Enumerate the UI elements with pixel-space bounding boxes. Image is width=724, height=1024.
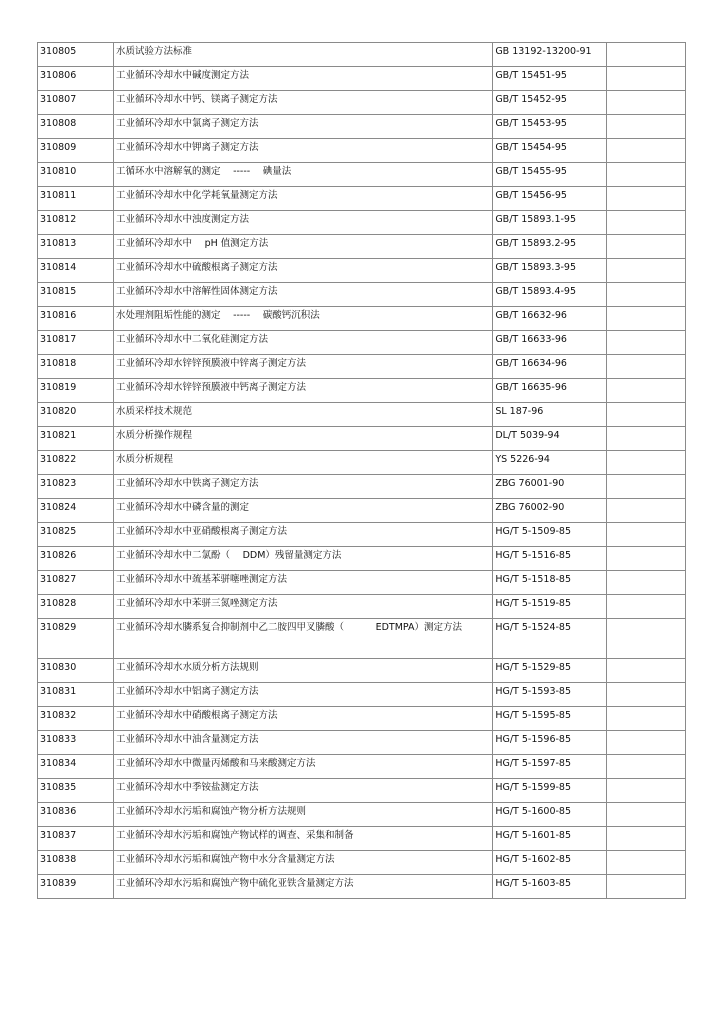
row-name-cell: 工业循环冷却水膦系复合抑制剂中乙二胺四甲叉膦酸（ EDTMPA）测定方法	[114, 619, 493, 659]
row-name-cell: 工业循环冷却水中亚硝酸根离子测定方法	[114, 523, 493, 547]
row-blank-cell	[606, 731, 685, 755]
row-standard-cell: GB/T 15455-95	[493, 163, 607, 187]
row-name-cell: 工循环水中溶解氧的测定 ----- 碘量法	[114, 163, 493, 187]
row-name-cell: 工业循环冷却水中铁离子测定方法	[114, 475, 493, 499]
row-name-cell: 工业循环冷却水污垢和腐蚀产物中硫化亚铁含量测定方法	[114, 875, 493, 899]
row-standard-cell: HG/T 5-1593-85	[493, 683, 607, 707]
row-standard-cell: HG/T 5-1509-85	[493, 523, 607, 547]
row-blank-cell	[606, 67, 685, 91]
table-row	[38, 683, 686, 707]
table-row	[38, 499, 686, 523]
table-row	[38, 451, 686, 475]
standards-table-body	[38, 43, 686, 899]
row-standard-cell: GB/T 16633-96	[493, 331, 607, 355]
table-row	[38, 115, 686, 139]
table-row	[38, 571, 686, 595]
row-name-cell: 工业循环冷却水中铝离子测定方法	[114, 683, 493, 707]
row-name-cell: 工业循环冷却水水质分析方法规则	[114, 659, 493, 683]
row-name-cell: 工业循环冷却水中硝酸根离子测定方法	[114, 707, 493, 731]
row-blank-cell	[606, 475, 685, 499]
row-blank-cell	[606, 619, 685, 659]
row-standard-cell: GB/T 15893.3-95	[493, 259, 607, 283]
row-name-cell: 工业循环冷却水中二氧化硅测定方法	[114, 331, 493, 355]
row-blank-cell	[606, 875, 685, 899]
row-code-cell: 310812	[38, 211, 114, 235]
row-blank-cell	[606, 259, 685, 283]
row-name-cell: 工业循环冷却水中磷含量的测定	[114, 499, 493, 523]
row-name-cell: 工业循环冷却水中二氯酚（ DDM）残留量测定方法	[114, 547, 493, 571]
row-standard-cell: HG/T 5-1601-85	[493, 827, 607, 851]
row-standard-cell: HG/T 5-1596-85	[493, 731, 607, 755]
table-row	[38, 211, 686, 235]
row-blank-cell	[606, 331, 685, 355]
row-code-cell: 310817	[38, 331, 114, 355]
row-code-cell: 310807	[38, 91, 114, 115]
row-name-cell: 水质分析操作规程	[114, 427, 493, 451]
row-standard-cell: ZBG 76002-90	[493, 499, 607, 523]
row-name-cell: 工业循环冷却水中化学耗氧量测定方法	[114, 187, 493, 211]
row-code-cell: 310829	[38, 619, 114, 659]
table-row	[38, 235, 686, 259]
row-blank-cell	[606, 851, 685, 875]
row-standard-cell: HG/T 5-1524-85	[493, 619, 607, 659]
row-code-cell: 310811	[38, 187, 114, 211]
table-row	[38, 523, 686, 547]
row-standard-cell: HG/T 5-1603-85	[493, 875, 607, 899]
row-name-cell: 工业循环冷却水中硫酸根离子测定方法	[114, 259, 493, 283]
row-name-cell: 工业循环冷却水中微量丙烯酸和马来酸测定方法	[114, 755, 493, 779]
row-blank-cell	[606, 43, 685, 67]
table-row	[38, 427, 686, 451]
row-blank-cell	[606, 499, 685, 523]
row-code-cell: 310837	[38, 827, 114, 851]
row-name-cell: 工业循环冷却水中钾离子测定方法	[114, 139, 493, 163]
row-blank-cell	[606, 547, 685, 571]
row-standard-cell: HG/T 5-1516-85	[493, 547, 607, 571]
row-blank-cell	[606, 803, 685, 827]
row-name-cell: 工业循环冷却水中钙、镁离子测定方法	[114, 91, 493, 115]
table-row	[38, 707, 686, 731]
row-blank-cell	[606, 307, 685, 331]
row-code-cell: 310833	[38, 731, 114, 755]
table-row	[38, 67, 686, 91]
row-code-cell: 310819	[38, 379, 114, 403]
row-standard-cell: GB 13192-13200-91	[493, 43, 607, 67]
row-standard-cell: HG/T 5-1529-85	[493, 659, 607, 683]
row-standard-cell: GB/T 16634-96	[493, 355, 607, 379]
row-code-cell: 310810	[38, 163, 114, 187]
row-code-cell: 310834	[38, 755, 114, 779]
row-code-cell: 310826	[38, 547, 114, 571]
table-row	[38, 259, 686, 283]
row-standard-cell: HG/T 5-1602-85	[493, 851, 607, 875]
table-row	[38, 779, 686, 803]
row-name-cell: 工业循环冷却水中氯离子测定方法	[114, 115, 493, 139]
row-blank-cell	[606, 403, 685, 427]
row-standard-cell: GB/T 15451-95	[493, 67, 607, 91]
row-standard-cell: HG/T 5-1597-85	[493, 755, 607, 779]
table-row	[38, 403, 686, 427]
row-blank-cell	[606, 827, 685, 851]
table-row	[38, 91, 686, 115]
row-standard-cell: HG/T 5-1599-85	[493, 779, 607, 803]
row-name-cell: 工业循环冷却水中苯骈三氮唑测定方法	[114, 595, 493, 619]
row-standard-cell: HG/T 5-1518-85	[493, 571, 607, 595]
row-blank-cell	[606, 523, 685, 547]
row-name-cell: 水质试验方法标准	[114, 43, 493, 67]
row-name-cell: 工业循环冷却水中油含量测定方法	[114, 731, 493, 755]
table-row	[38, 139, 686, 163]
row-name-cell: 工业循环冷却水中碱度测定方法	[114, 67, 493, 91]
table-row	[38, 547, 686, 571]
row-code-cell: 310839	[38, 875, 114, 899]
row-standard-cell: GB/T 15456-95	[493, 187, 607, 211]
row-blank-cell	[606, 211, 685, 235]
row-code-cell: 310813	[38, 235, 114, 259]
row-name-cell: 水质分析规程	[114, 451, 493, 475]
row-name-cell: 工业循环冷却水污垢和腐蚀产物试样的调查、采集和制备	[114, 827, 493, 851]
table-row	[38, 331, 686, 355]
row-standard-cell: ZBG 76001-90	[493, 475, 607, 499]
row-code-cell: 310830	[38, 659, 114, 683]
row-name-cell: 工业循环冷却水锌锌预膜液中钙离子测定方法	[114, 379, 493, 403]
row-blank-cell	[606, 163, 685, 187]
table-row	[38, 595, 686, 619]
row-standard-cell: GB/T 16632-96	[493, 307, 607, 331]
row-name-cell: 水质采样技术规范	[114, 403, 493, 427]
row-standard-cell: DL/T 5039-94	[493, 427, 607, 451]
standards-table-sheet	[37, 42, 686, 899]
row-name-cell: 工业循环冷却水污垢和腐蚀产物中水分含量测定方法	[114, 851, 493, 875]
row-code-cell: 310808	[38, 115, 114, 139]
row-standard-cell: GB/T 15893.1-95	[493, 211, 607, 235]
row-code-cell: 310836	[38, 803, 114, 827]
row-name-cell: 工业循环冷却水中季铵盐测定方法	[114, 779, 493, 803]
row-code-cell: 310805	[38, 43, 114, 67]
table-row	[38, 659, 686, 683]
table-row	[38, 731, 686, 755]
table-row	[38, 475, 686, 499]
row-blank-cell	[606, 683, 685, 707]
row-blank-cell	[606, 571, 685, 595]
table-row	[38, 851, 686, 875]
row-blank-cell	[606, 355, 685, 379]
row-standard-cell: SL 187-96	[493, 403, 607, 427]
row-code-cell: 310824	[38, 499, 114, 523]
row-blank-cell	[606, 779, 685, 803]
row-name-cell: 工业循环冷却水污垢和腐蚀产物分析方法规则	[114, 803, 493, 827]
row-blank-cell	[606, 235, 685, 259]
row-blank-cell	[606, 115, 685, 139]
table-row	[38, 283, 686, 307]
row-code-cell: 310835	[38, 779, 114, 803]
row-standard-cell: HG/T 5-1519-85	[493, 595, 607, 619]
row-standard-cell: GB/T 16635-96	[493, 379, 607, 403]
row-standard-cell: GB/T 15452-95	[493, 91, 607, 115]
table-row	[38, 355, 686, 379]
row-standard-cell: HG/T 5-1600-85	[493, 803, 607, 827]
row-code-cell: 310828	[38, 595, 114, 619]
row-standard-cell: GB/T 15893.2-95	[493, 235, 607, 259]
row-code-cell: 310838	[38, 851, 114, 875]
table-row	[38, 187, 686, 211]
row-blank-cell	[606, 139, 685, 163]
row-blank-cell	[606, 659, 685, 683]
table-row	[38, 163, 686, 187]
row-blank-cell	[606, 379, 685, 403]
table-row	[38, 619, 686, 659]
row-blank-cell	[606, 755, 685, 779]
table-row	[38, 803, 686, 827]
table-row	[38, 755, 686, 779]
row-name-cell: 工业循环冷却水中 pH 值测定方法	[114, 235, 493, 259]
row-code-cell: 310825	[38, 523, 114, 547]
row-code-cell: 310820	[38, 403, 114, 427]
row-code-cell: 310822	[38, 451, 114, 475]
row-blank-cell	[606, 427, 685, 451]
table-row	[38, 827, 686, 851]
row-code-cell: 310806	[38, 67, 114, 91]
row-name-cell: 工业循环冷却水锌锌预膜液中锌离子测定方法	[114, 355, 493, 379]
row-code-cell: 310815	[38, 283, 114, 307]
row-code-cell: 310818	[38, 355, 114, 379]
row-name-cell: 工业循环冷却水中浊度测定方法	[114, 211, 493, 235]
row-standard-cell: GB/T 15453-95	[493, 115, 607, 139]
table-row	[38, 307, 686, 331]
row-standard-cell: HG/T 5-1595-85	[493, 707, 607, 731]
table-row	[38, 379, 686, 403]
row-blank-cell	[606, 91, 685, 115]
row-code-cell: 310809	[38, 139, 114, 163]
row-code-cell: 310832	[38, 707, 114, 731]
row-code-cell: 310823	[38, 475, 114, 499]
row-standard-cell: GB/T 15893.4-95	[493, 283, 607, 307]
row-code-cell: 310827	[38, 571, 114, 595]
row-code-cell: 310821	[38, 427, 114, 451]
row-blank-cell	[606, 707, 685, 731]
row-blank-cell	[606, 451, 685, 475]
row-name-cell: 工业循环冷却水中巯基苯骈噻唑测定方法	[114, 571, 493, 595]
row-code-cell: 310814	[38, 259, 114, 283]
row-standard-cell: YS 5226-94	[493, 451, 607, 475]
row-code-cell: 310831	[38, 683, 114, 707]
row-blank-cell	[606, 283, 685, 307]
row-blank-cell	[606, 595, 685, 619]
row-standard-cell: GB/T 15454-95	[493, 139, 607, 163]
table-row	[38, 43, 686, 67]
table-row	[38, 875, 686, 899]
row-blank-cell	[606, 187, 685, 211]
row-name-cell: 水处理剂阻垢性能的测定 ----- 碳酸钙沉积法	[114, 307, 493, 331]
row-code-cell: 310816	[38, 307, 114, 331]
row-name-cell: 工业循环冷却水中溶解性固体测定方法	[114, 283, 493, 307]
standards-table	[37, 42, 686, 899]
